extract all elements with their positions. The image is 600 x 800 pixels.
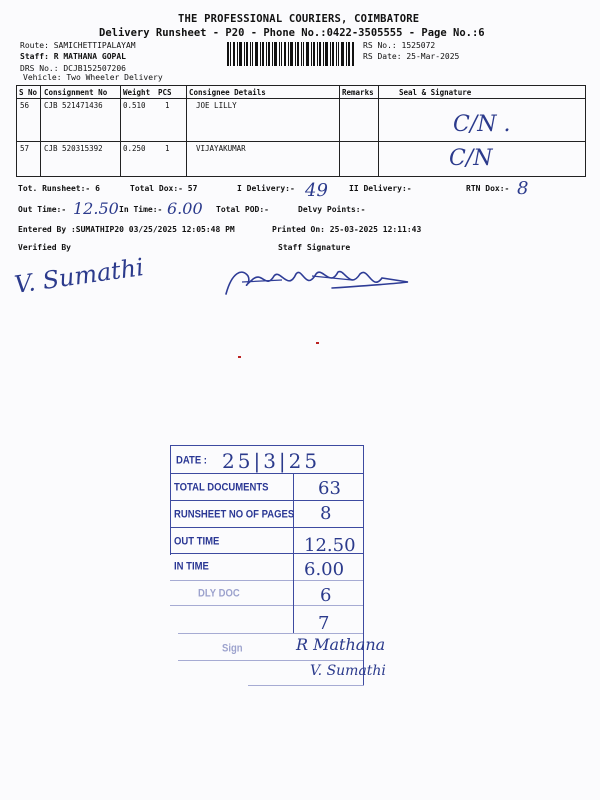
stamp-in-time-value: 6.00 [304,559,345,580]
ink-speck [238,356,241,358]
row-pcs: 1 [165,101,170,110]
stamp-runsheet-pages-label: RUNSHEET NO OF PAGES [174,508,295,521]
stamp-ret-doc-value: 7 [318,613,330,634]
company-title: THE PROFESSIONAL COURIERS, COIMBATORE [178,13,420,25]
i-delivery-label: I Delivery:- [237,184,295,193]
stamp-runsheet-pages-value: 8 [320,503,332,524]
row-sno: 56 [20,101,30,110]
row-consignee: JOE LILLY [196,101,237,110]
tot-runsheet: Tot. Runsheet:- 6 [18,184,100,193]
header-pcs: PCS [158,88,172,97]
stamp-total-documents-label: TOTAL DOCUMENTS [174,481,269,494]
in-time-value: 6.00 [167,199,203,218]
rs-number: RS No.: 1525072 [363,41,436,50]
row-consignment: CJB 521471436 [44,101,103,110]
total-pod: Total POD:- [216,205,269,214]
runsheet-table [16,85,586,177]
drs-number: DRS No.: DCJB152507206 [20,64,126,73]
rs-date: RS Date: 25-Mar-2025 [363,52,460,61]
route-text: Route: SAMICHETTIPALAYAM [20,41,136,50]
ii-delivery: II Delivery:- [349,184,412,193]
stamp-sign-value: R Mathana [296,635,386,654]
header-consignee: Consignee Details [189,88,266,97]
out-time-label: Out Time:- [18,205,67,214]
stamp-total-documents-value: 63 [318,478,341,499]
row-consignee: VIJAYAKUMAR [196,144,246,153]
header-seal: Seal & Signature [399,88,472,97]
header-weight: Weight [123,88,151,97]
rtn-dox-label: RTN Dox:- [466,184,510,193]
staff-signature-scribble [222,262,412,302]
staff-signature-label: Staff Signature [278,243,351,252]
stamp-dly-doc-label: DLY DOC [198,587,240,600]
out-time-value: 12.50 [73,199,119,218]
verifier-signature: V. Sumathi [12,253,146,299]
row-pcs: 1 [165,144,170,153]
total-dox: Total Dox:- 57 [130,184,198,193]
stamp-date-value: 25|3|25 [222,449,321,473]
header-consignment: Consignment No [44,88,108,97]
delvy-points: Delvy Points:- [298,205,366,214]
vehicle-text: Vehicle: Two Wheeler Delivery [23,73,163,82]
row-seal: C/N [449,146,493,171]
verified-by-label: Verified By [18,243,71,252]
row-sno: 57 [20,144,30,153]
stamp-out-time-value: 12.50 [304,535,356,556]
staff-text: Staff: R MATHANA GOPAL [20,52,126,61]
runsheet-title: Delivery Runsheet - P20 - Phone No.:0422-3505555 - Page No.:6 [99,27,485,39]
entered-by: Entered By :SUMATHIP20 03/25/2025 12:05:48 PM [18,225,235,234]
ink-speck [316,342,319,344]
in-time-label: In Time:- [119,205,163,214]
stamp-sign-label: Sign [222,642,243,655]
header-remarks: Remarks [342,88,374,97]
row-weight: 0.510 [123,101,146,110]
stamp-verifier-value: V. Sumathi [310,663,386,679]
office-stamp [168,445,386,690]
stamp-out-time-label: OUT TIME [174,535,220,548]
printed-on: Printed On: 25-03-2025 12:11:43 [272,225,422,234]
i-delivery-value: 49 [305,180,328,201]
stamp-date-label: DATE : [176,454,207,467]
header-sno: S No [19,88,38,97]
rtn-dox-value: 8 [517,178,529,199]
row-consignment: CJB 520315392 [44,144,103,153]
stamp-in-time-label: IN TIME [174,560,209,573]
row-seal: C/N . [453,112,511,137]
stamp-dly-doc-value: 6 [320,585,332,606]
barcode [227,42,355,66]
row-weight: 0.250 [123,144,146,153]
